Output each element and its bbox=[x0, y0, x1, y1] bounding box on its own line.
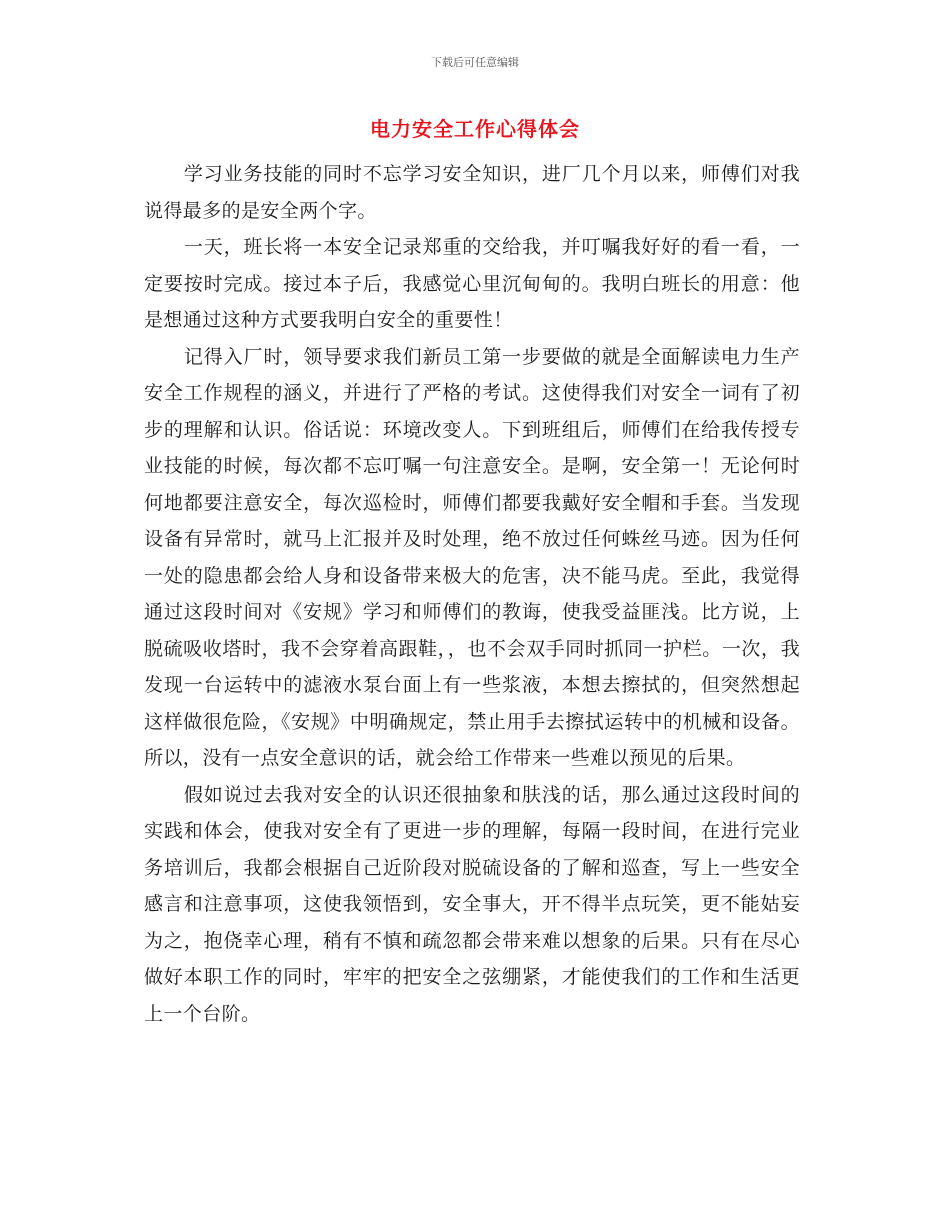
header-note: 下载后可任意编辑 bbox=[431, 56, 519, 69]
paragraph-4: 假如说过去我对安全的认识还很抽象和肤浅的话，那么通过这段时间的实践和体会，使我对安全有了更进一步的理解，每隔一段时间，在进行完业务培训后，我都会根据自己近阶段对脱硫设备的了解和巡查，写上一些安全感言和注意事项，这使我领悟到，安全事大，开不得半点玩笑，更不能姑妄为之，抱侥幸心理，稍有不慎和疏忽都会带来难以想象的后果。只有在尽心做好本职工作的同时，牢牢的把安全之弦绷紧，才能使我们的工作和生活更上一个台阶。 bbox=[144, 783, 800, 1025]
document-title: 电力安全工作心得体会 bbox=[370, 117, 580, 141]
paragraph-3: 记得入厂时，领导要求我们新员工第一步要做的就是全面解读电力生产安全工作规程的涵义，并进行了严格的考试。这使得我们对安全一词有了初步的理解和认识。俗话说：环境改变人。下到班组后，师傅们在给我传授专业技能的时候，每次都不忘叮嘱一句注意安全。是啊，安全第一！无论何时何地都要注意安全，每次巡检时，师傅们都要我戴好安全帽和手套。当发现设备有异常时，就马上汇报并及时处理，绝不放过任何蛛丝马迹。因为任何一处的隐患都会给人身和设备带来极大的危害，决不能马虎。至此，我觉得通过这段时间对《安规》学习和师傅们的教诲，使我受益匪浅。比方说，上脱硫吸收塔时，我不会穿着高跟鞋，，也不会双手同时抓同一护栏。一次，我发现一台运转中的滤液水泵台面上有一些浆液，本想去擦拭的，但突然想起这样做很危险，《安规》中明确规定，禁止用手去擦拭运转中的机械和设备。所以，没有一点安全意识的话，就会给工作带来一些难以预见的后果。 bbox=[144, 345, 800, 769]
document-body bbox=[144, 156, 800, 1032]
paragraph-2: 一天，班长将一本安全记录郑重的交给我，并叮嘱我好好的看一看，一定要按时完成。接过本子后，我感觉心里沉甸甸的。我明白班长的用意：他是想通过这种方式要我明白安全的重要性！ bbox=[144, 236, 800, 331]
paragraph-1: 学习业务技能的同时不忘学习安全知识，进厂几个月以来，师傅们对我说得最多的是安全两个字。 bbox=[144, 163, 800, 222]
